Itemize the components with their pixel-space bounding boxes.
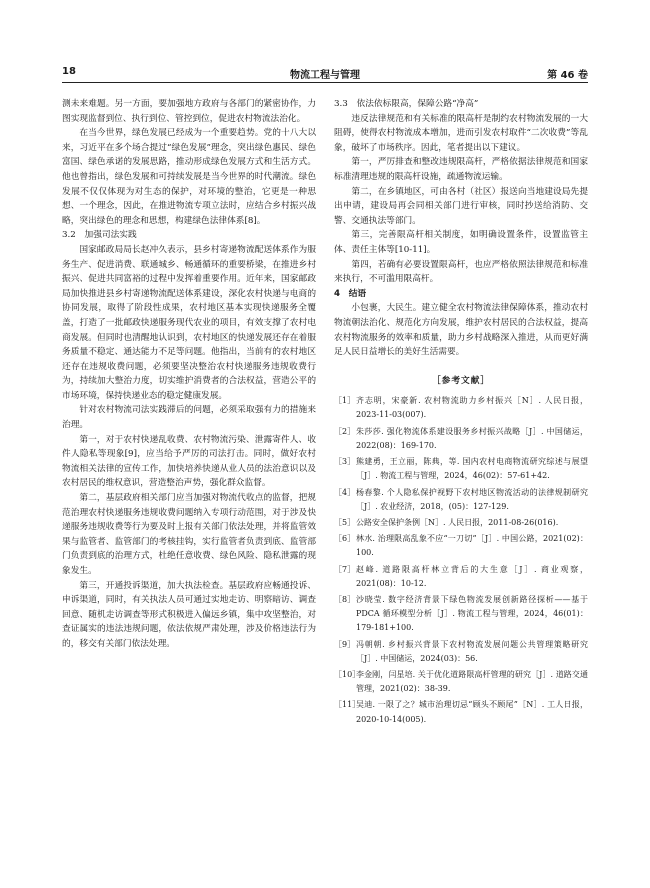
journal-title: 物流工程与管理 [290, 70, 360, 81]
reference-item [334, 668, 588, 696]
reference-number: ［6］ [334, 534, 356, 544]
section-heading: 3.3 依法依标限高，保障公路“净高” [334, 99, 479, 109]
section-heading: 4 结语 [334, 288, 367, 299]
body-paragraph: 第四，若确有必要设置限高杆，也应严格依照法律规范和标准来执行，不可滥用限高杆。 [334, 259, 588, 285]
body-paragraph: 第三，完善限高杆相关制度，如明确设置条件，设置监管主体、责任主体等[10-11]。 [334, 230, 588, 255]
reference-number: ［10］ [334, 669, 361, 679]
body-paragraph: 针对农村物流司法实践滞后的问题，必须采取强有力的措施来治理。 [62, 405, 316, 431]
reference-number: ［11］ [334, 700, 361, 710]
reference-item [334, 486, 588, 514]
body-paragraph: 在当今世界，绿色发展已经成为一个重要趋势。党的十八大以来，习近平在多个场合提过“绿色发展”理念，突出绿色惠民、绿色富国、绿色承诺的发展思路，推动形成绿色发展方式和生活方式。他也曾指出，绿色发展和可持续发展是当今世界的时代潮流。绿色发展不仅仅体现为对生态的保护，对环境的整治，它更是一种思想、一个理念，因此，在推进物流专项立法时，应结合乡村振兴战略，突出绿色的理念和思想，构建绿色法律体系[8]。 [62, 128, 316, 226]
reference-item [334, 455, 588, 483]
header-rule [62, 82, 588, 83]
reference-text: 齐志明，宋豪新. 农村物流助力乡村振兴［N］. 人民日报，2023-11-03(007). [356, 396, 588, 420]
reference-text: 林水. 治理限高乱象不应“一刀切”［J］. 中国公路，2021(02)：100. [356, 534, 588, 558]
reference-item [334, 425, 588, 453]
references-heading: ［参考文献］ [431, 375, 491, 386]
reference-text: 朱莎莎. 强化物流体系建设服务乡村振兴战略［J］. 中国储运，2022(08)：169-170. [356, 426, 588, 450]
reference-number: ［9］ [334, 639, 356, 649]
page-header [62, 66, 588, 80]
reference-number: ［8］ [334, 594, 356, 604]
reference-number: ［7］ [334, 564, 356, 574]
body-paragraph: 第一，对于农村快递乱收费、农村物流污染、泄露寄件人、收件人隐私等现象[9]，应当给予严厉的司法打击。同时，做好农村物流相关法律的宣传工作，加快培养快递从业人员的法治意识以及农村居民的维权意识，营造整治声势，强化群众监督。 [62, 434, 316, 489]
reference-number: ［2］ [334, 426, 356, 436]
reference-number: ［1］ [334, 396, 356, 406]
reference-item [334, 593, 588, 636]
reference-text: 李金刚，闫星培. 关于优化道路限高杆管理的研究［J］. 道路交通管理，2021(02)：38-39. [356, 669, 588, 694]
reference-item [334, 394, 588, 422]
reference-item [334, 563, 588, 591]
body-paragraph: 第三，开通投诉渠道，加大执法检查。基层政府应畅通投诉、申诉渠道，同时，有关执法人员可通过实地走访、明察暗访、调查回意、随机走访调查等形式积极进入偏远乡镇，集中攻坚整治，对查证属实的违法违规问题，依法依规严肃处理，涉及价格违法行为的，移交有关部门依法处理。 [62, 580, 316, 649]
reference-item [334, 698, 588, 726]
body-paragraph: 第二，基层政府相关部门应当加强对物流代收点的监督，把规范治理农村快递服务违规收费问题纳入专项行动范围，对于涉及快递服务违规收费等行为要及时上报有关部门依法处理，并将监管效果与监管者、监管部门的考核挂钩，实行监管者负责到底、监管部门负责到底的治理方式，杜绝任意收费、绿色风险、隐私泄露的现象发生。 [62, 493, 316, 576]
body-paragraph: 违反法律规范和有关标准的限高杆是制约农村物流发展的一大阻碍，使得农村物流成本增加，进而引发农村取件“二次收费”等乱象，破坏了市场秩序。因此，笔者提出以下建议。 [334, 113, 588, 153]
body-paragraph: 测未来难题。另一方面，要加强地方政府与各部门的紧密协作，力图实现监督到位、执行到位、管控到位，促进农村物流法治化。 [62, 99, 316, 124]
volume-label: 第 46 卷 [547, 70, 588, 81]
reference-text: 公路安全保护条例［N］. 人民日报，2011-08-26(016). [356, 517, 559, 527]
reference-text: 熊建勇，王立丽，陈典，等. 国内农村电商物流研究综述与展望［J］. 物流工程与管理，2024，46(02)：57-61+42. [356, 457, 588, 481]
reference-text: 赵峰. 道路限高杆林立背后的大生意［J］. 商业观察，2021(08)：10-12. [356, 564, 588, 588]
reference-item [334, 516, 588, 530]
reference-text: 吴迪. 一限了之？城市治理切忌“顾头不顾尾”［N］. 工人日报，2020-10-14(005). [356, 700, 588, 724]
reference-number: ［4］ [334, 487, 356, 497]
reference-item [334, 638, 588, 666]
right-column [334, 97, 588, 729]
reference-text: 冯朝朝. 乡村振兴背景下农村物流发展问题公共管理策略研究［J］. 中国储运，2024(03)：56. [356, 639, 588, 663]
reference-number: ［3］ [334, 457, 356, 467]
section-heading: 3.2 加强司法实践 [62, 230, 137, 241]
body-paragraph: 第一，严厉排查和整改违规限高杆，严格依据法律规范和国家标准清理违规的限高杆设施，疏通物流运输。 [334, 157, 588, 182]
reference-number: ［5］ [334, 517, 356, 527]
left-column [62, 97, 316, 652]
body-paragraph: 第二，在乡镇地区，可由各村（社区）报送向当地建设局先提出申请，建设局再会同相关部门进行审核，同时抄送给消防、交警、交通执法等部门。 [334, 186, 588, 226]
body-paragraph: 小包裹，大民生。建立健全农村物流法律保障体系，推动农村物流朝法治化、规范化方向发展，维护农村居民的合法权益，提高农村物流服务的效率和质量，助力乡村战略深入推进，从而更好满足人民日益增长的美好生活需要。 [334, 303, 588, 358]
page-number: 18 [62, 66, 76, 77]
reference-text: 沙晓莹. 数字经济背景下绿色物流发展创新路径探析——基于 PDCA 循环模型分析［J］. 物流工程与管理，2024，46(01)：179-181+100. [356, 594, 588, 633]
body-paragraph: 国家邮政局局长赵冲久表示，县乡村寄递物流配送体系作为服务生产、促进消费、联通城乡、畅通循环的重要桥梁，在推进乡村振兴、促进共同富裕的过程中发挥着重要作用。近年来，国家邮政局加快推进县乡村寄递物流配送体系建设，深化农村快递与电商的协同发展，取得了阶段性成果，农村地区基本实现快递服务全覆盖，打造了一批邮政快递服务现代农业的项目，有效支撑了农村电商发展。但同时也清醒地认识到，农村地区的快递发展还存在着服务质量不稳定、通达能力不足等问题。他指出，当前有的农村地区还存在违规收费问题，必须要坚决整治农村快递服务违规收费行为，持续加大整治力度，切实维护消费者的合法权益，营造公平的市场环境，保持快递业态的稳定健康发展。 [62, 244, 316, 401]
reference-item [334, 532, 588, 560]
reference-list [334, 394, 588, 726]
right-column-body [334, 97, 588, 360]
reference-text: 杨春黎. 个人隐私保护视野下农村地区物流活动的法律规制研究［J］. 农业经济，2018，(05)：127-129. [356, 487, 588, 511]
